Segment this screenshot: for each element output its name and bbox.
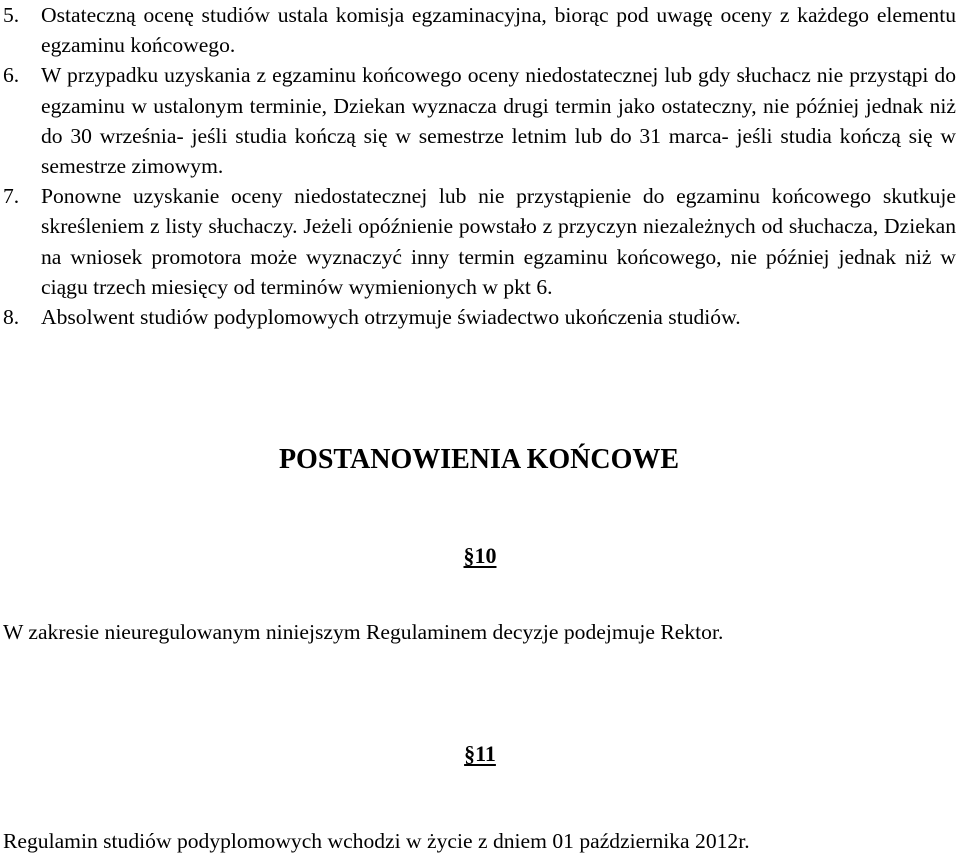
list-item xyxy=(0,302,956,332)
paragraph-sign-text: §11 xyxy=(464,741,496,766)
list-item xyxy=(0,0,956,60)
item-number: 5. xyxy=(3,3,20,27)
item-text: Absolwent studiów podyplomowych otrzymuje świadectwo ukończenia studiów. xyxy=(41,305,741,330)
item-number: 6. xyxy=(3,63,20,88)
numbered-list xyxy=(0,0,956,332)
paragraph-text-10: W zakresie nieuregulowanym niniejszym Regulaminem decyzje podejmuje Rektor. xyxy=(3,620,724,644)
paragraph-sign-10 xyxy=(0,541,960,571)
list-item xyxy=(0,181,956,302)
paragraph-sign-11 xyxy=(0,739,960,769)
section-title-text: POSTANOWIENIA KOŃCOWE xyxy=(278,444,680,475)
paragraph-sign-text: §10 xyxy=(463,543,497,568)
item-text: Ostateczną ocenę studiów ustala komisja egzaminacyjna, biorąc pod uwagę oceny z każdego elementu egzaminu końcowego. xyxy=(41,3,956,58)
item-text: W przypadku uzyskania z egzaminu końcowego oceny niedostatecznej lub gdy słuchacz nie przystąpi do egzaminu w ustalonym terminie, Dziekan wyznacza drugi termin jako ostateczny, nie później jednak niż do 30 września- jeśli studia kończą się w semestrze letnim lub do 31 marca- jeśli studia kończą się w semestrze zimowym. xyxy=(41,63,956,179)
item-number: 8. xyxy=(3,305,20,330)
list-item xyxy=(0,60,956,181)
item-number: 7. xyxy=(3,184,20,209)
section-title xyxy=(0,442,960,478)
item-text: Ponowne uzyskanie oceny niedostatecznej lub nie przystąpienie do egzaminu końcowego skutkuje skreśleniem z listy słuchaczy. Jeżeli opóźnienie powstało z przyczyn niezależnych od słuchacza, Dziekan na wniosek promotora może wyznaczyć inny termin egzaminu końcowego, nie później jednak niż w ciągu trzech miesięcy od terminów wymienionych w pkt 6. xyxy=(41,184,956,299)
paragraph-text-11: Regulamin studiów podyplomowych wchodzi w życie z dniem 01 października 2012r. xyxy=(3,829,750,853)
